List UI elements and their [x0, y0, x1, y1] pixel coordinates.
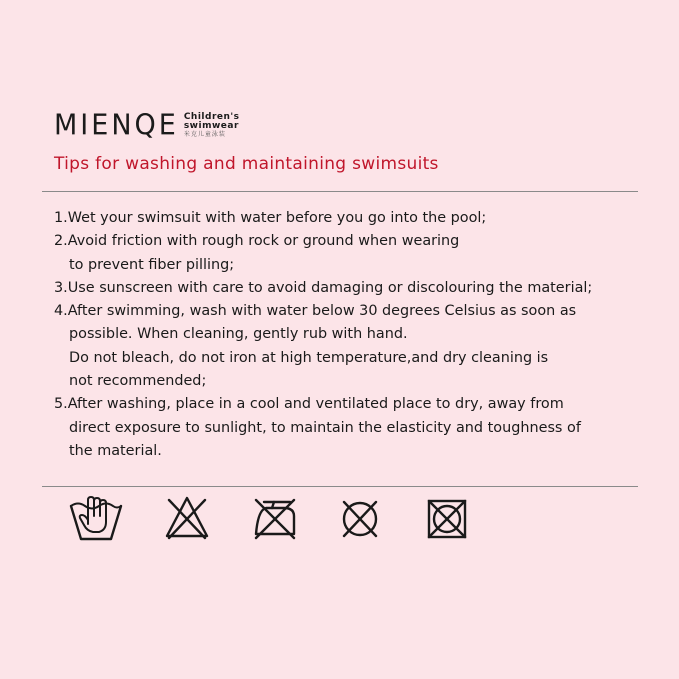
- tip-line: Do not bleach, do not iron at high temperature,and dry cleaning is: [69, 349, 549, 366]
- brand-tagline: [184, 113, 240, 138]
- do-not-iron-icon: [252, 492, 298, 544]
- brand-sub-chinese: 米克儿童泳装: [183, 131, 226, 138]
- tip-line: possible. When cleaning, gently rub with hand.: [69, 326, 408, 343]
- page-title: Tips for washing and maintaining swimsuits: [54, 154, 439, 174]
- tip-line: not recommended;: [69, 373, 207, 390]
- tip-item-3: [54, 277, 634, 300]
- tip-line: 5.After washing, place in a cool and ventilated place to dry, away from: [54, 396, 564, 413]
- tip-line: 1.Wet your swimsuit with water before you go into the pool;: [54, 210, 487, 226]
- top-divider: [42, 191, 638, 192]
- tip-item-5: [54, 393, 634, 463]
- do-not-tumble-dry-icon: [425, 492, 469, 544]
- tips-list: [54, 207, 634, 463]
- tip-line: 4.After swimming, wash with water below 30 degrees Celsius as soon as: [54, 303, 577, 320]
- do-not-bleach-icon: [163, 492, 211, 544]
- tip-item-4: [54, 300, 634, 393]
- tip-line: direct exposure to sunlight, to maintain the elasticity and toughness of: [69, 419, 581, 436]
- brand-sub-line-2: swimwear: [183, 121, 239, 131]
- brand-logo: [54, 109, 240, 142]
- brand-sub-line-1: Children's: [183, 112, 240, 122]
- bottom-divider: [42, 486, 638, 487]
- tip-line: to prevent fiber pilling;: [69, 256, 235, 273]
- care-icons-row: [0, 492, 679, 552]
- tip-line: 2.Avoid friction with rough rock or ground when wearing: [54, 233, 460, 250]
- tip-item-1: [54, 207, 634, 230]
- tip-line: the material.: [69, 442, 162, 459]
- do-not-dry-clean-icon: [338, 492, 382, 544]
- tip-item-2: [54, 230, 634, 277]
- brand-wordmark: MIENQE: [54, 109, 179, 142]
- tip-line: 3.Use sunscreen with care to avoid damaging or discolouring the material;: [54, 279, 593, 296]
- hand-wash-icon: [68, 492, 124, 544]
